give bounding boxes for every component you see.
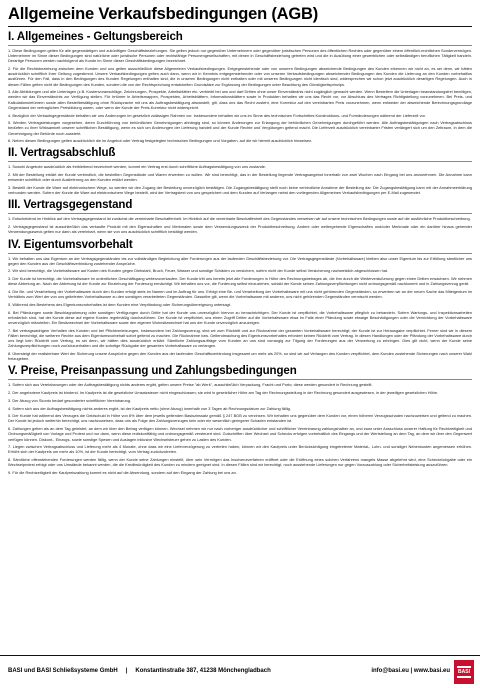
paragraph: 4. Die Be- und Verarbeitung der Vorbehaltsware durch den Kunden erfolgt stets im Namen und im Auftrag für uns. Erfolgt eine Be- und Verarbeitung der Vorbehaltsware mit uns nicht gehörenden Gegenständen, so erwerben wir an der neuen Sache das Miteigentum im Verhältnis zum Wert der von uns gelieferten Vorbehaltsware zu den sonstigen verarbeiteten Gegenständen. Dasselbe gilt, wenn die Vorbehaltsware mit anderen, uns nicht gehörenden Gegenständen vermischt werden.	[8, 289, 472, 300]
section-rule	[8, 379, 472, 380]
section-title: II. Vertragsabschluß	[8, 147, 116, 160]
paragraph: 6. Zahlungen gelten als an dem Tag geleistet, an dem wir über den Betrag verfügen können. Wechsel nehmen wir nur nach vorheriger ausdrücklicher und schriftlicher Vereinbarung zahlungshalber an, und zwar unter Ausschluss unserer Haftung für Rechtzeitigkeit und Ordnungsmäßigkeit von Vorlage und Protest und nur dann, wenn diese rediskontfähig und ordnungsgemäß versteuert sind. Gutschriften über Wechsel und Schecks erfolgen vorbehaltlich des Eingangs und der Wertstellung an dem Tag, an dem wir über den Gegenwert verfügen können. Diskont-, Einzugs- sowie sonstige Spesen und Auslagen inklusive Wechselsteuer gehen zu Lasten des Kunden.	[8, 426, 472, 442]
basi-logo	[454, 660, 474, 684]
paragraph: 7. Bei vertragswidrigem Verhalten des Kunden und bei Pflichtverletzungen, insbesondere bei Zahlungsverzug, sind wir zum Rücktritt und zur Rücknahme der gesamten Vorbehaltsware berechtigt; der Kunde ist zur Herausgabe verpflichtet. Ferner sind wir in diesem Fällen berechtigt, die weiteren Rechte aus dem Eigentumsvorbehalt sofort geltend zu machen. Die Rücknahme bzw. Geltendmachung des Eigentumsvorbehaltes erfordert keinen Rücktritt vom Vertrag. In diesen Handlungen oder der Pfändung der Vorbehaltsware durch uns liegt kein Rücktritt vom Vertrag, es sei denn, wir hätten dies ausdrücklich erklärt. Sämtliche Zahlungsaufträge vom Kunden an uns sind vorrangig zur Tilgung der Forderungen aus der Verwertung zu erbringen. Dies gilt nicht, wenn der Kunde seine Zahlungsverpflichtungen noch zurückzuerhalten und die sofortige Rückgabe der gesamten Vorbehaltsware zu verlangen.	[8, 327, 472, 349]
section-title: IV. Eigentumsvorbehalt	[8, 238, 133, 251]
paragraph: 2. Für die Rechtsbeziehung zwischen dem Kunden und uns gelten ausschließlich diese Allgemeinen Verkaufsbedingungen. Entgegenstehende oder von unseren Bedingungen abweichende Bedingungen des Kunden erkennen wir nicht an, es sei denn, wir hätten ausdrücklich schriftlich ihrer Geltung zugestimmt. Unsere Verkaufsbedingungen gelten auch dann, wenn wir in Kenntnis entgegenstehender oder von unseren Verkaufsbedingungen abweichender Bedingungen des Kunden die Lieferung an den Kunden vorbehaltlos ausführen. Für den Fall, dass in den Bedingungen des Kunden Regelungen enthalten sind, die in unseren Bedingungen nicht enthalten oder mit unseren Bedingungen nicht identisch sind, widersprechen wir schon jetzt ausdrücklich derartigen Regelungen. Auch in diesen Fällen gelten nicht die Bedingungen des Kunden, sondern die von der Rechtsprechung entwickelten Grundsätze zur Ergänzung der Bedingungen unter Beachtung des Günstigkeitsprinzips.	[8, 66, 472, 87]
section	[8, 199, 472, 234]
paragraph: 5. Der Kunde hat während des Verzuges die Geldschuld in Höhe von 8% über dem jeweils geltenden Basiszinssatz gemäß § 247 BGB zu verzinsen. Wir behalten uns gegenüber dem Kunden vor, einen höheren Verzugsschaden nachzuweisen und geltend zu machen. Der Kunde ist jedoch weiterhin berechtigt, uns nachzuweisen, dass uns als Folge des Zahlungsverzuges kein oder ein wesentlich geringerer Schaden entstanden ist.	[8, 413, 472, 424]
paragraph: 9. Für die Rechtzeitigkeit der Kaufpreiszahlung kommt es nicht auf die Absendung, sondern auf den Eingang der Zahlung bei uns an.	[8, 470, 237, 476]
section-title: V. Preise, Preisanpassung und Zahlungsbedingungen	[8, 365, 297, 378]
paragraph: 6. Neben diesen Bedingungen gelten ausdrücklich die im Angebot oder Vertrag festgelegten technischen Bedingungen und Vorgaben, auf die wir hiermit ausdrücklich hinweisen.	[8, 138, 313, 144]
paragraph: 4. Bezüglich der Verkaufsgegenstände behalten wir uns Änderungen im gesetzlich zulässigen Rahmen vor. Insbesondere behalten wir uns im Sinne des technischen Fortschrittes Konstruktions- und Formänderungen während der Lieferzeit vor.	[8, 112, 426, 118]
paragraph: 1. Sowohl Angebote ausdrücklich als freibleibend bezeichnet werden, kommt ein Vertrag erst durch schriftliche Auftragsbestätigung von uns zustande.	[8, 164, 267, 170]
footer	[0, 655, 480, 688]
paragraph: 1. Diese Bedingungen gelten für alle gegenwärtigen und zukünftigen Geschäftsbeziehungen. Sie gelten jedoch nur gegenüber Unternehmern oder gegenüber juristischen Personen des öffentlichen Rechtes oder gegenüber einem öffentlich-rechtlichen Sondervermögen. Unternehmer im Sinne dieser Bedingungen sind natürliche oder juristische Personen oder rechtsfähige Personengesellschaften, mit denen in Geschäftsbeziehung getreten wird und die in Ausübung einer gewerblichen oder selbständigen beruflichen Tätigkeit handeln. Derartige Personen werden nachfolgend als Kunde im Sinne dieser Geschäftsbedingungen bezeichnet.	[8, 48, 472, 64]
paragraph: 1. Entscheidend im Hinblick auf den Vertragsgegenstand ist zunächst die vereinbarte Beschaffenheit. Im Hinblick auf die vereinbarte Beschaffenheit des Gegenstandes verweisen wir auf unsere technischen Bedingungen sowie auf die ausführliche Produktbeschreibung.	[8, 216, 471, 222]
section-rule	[8, 45, 472, 46]
section-title: III. Vertragsgegenstand	[8, 199, 133, 212]
title-rule	[8, 26, 472, 27]
paragraph: 8. Übersteigt der realisierbare Wert der Sicherung unsere Ansprüche gegen den Kunden aus der laufenden Geschäftsverbindung insgesamt um mehr als 20%, so sind wir auf Verlangen des Kunden verpflichtet, dem Kunden zustehende Sicherungen nach unserer Wahl freizugeben.	[8, 351, 472, 362]
section-rule	[8, 253, 472, 254]
logo-bar-bottom	[457, 676, 471, 678]
logo-bar-top	[457, 666, 471, 668]
paragraph: 2. Vertragsgegenstand ist ausschließlich das verkaufte Produkt mit den Eigenschaften und Merkmalen sowie dem Verwendungszweck der Produktbeschreibung. Andere oder weitergehende Eigenschaften und/oder Merkmale oder ein darüber hinaus gehender Verwendungszweck gelten nur dann als vereinbart, wenn sie von uns ausdrücklich schriftlich bestätigt werden.	[8, 224, 472, 235]
paragraph: 3. Bestellt der Kunde die Ware auf elektronischem Wege, so werden wir den Zugang der Bestellung unverzüglich bestätigen. Die Zugangsbestätigung stellt noch keine verbindliche Annahme der Bestellung dar. Die Zugangsbestätigung kann mit der Annahmeerklärung verbunden werden. Sofern der Kunde die Ware auf elektronischem Wege bestellt, wird der Vertragstext von uns gespeichert und dem Kunden auf Verlangen nebst den vorliegenden Allgemeinen Verkaufsbedingungen per E-Mail zugesendet.	[8, 185, 472, 196]
section-rule	[8, 213, 472, 214]
paragraph: 3. Der Kunde ist berechtigt, die Vorbehaltsware im ordentlichen Geschäftsgang weiterzuverkaufen. Der Kunde tritt uns bereits jetzt alle Forderungen in Höhe des Rechnungsbetrages ab, die ihm durch die Weiterveräußerung gegen einen Dritten erwachsen. Wir nehmen diese Abtretung an. Nach der Abtretung ist der Kunde zur Einziehung der Forderung ermächtigt. Wir behalten uns vor, die Forderung selbst einzuziehen, sobald der Kunde seinen Zahlungsverpflichtungen nicht ordnungsgemäß nachkommt und in Zahlungsverzug gerät.	[8, 276, 472, 287]
logo-text: BASI	[458, 669, 470, 675]
footer-company: BASI und BASI Schließsysteme GmbH	[8, 668, 118, 674]
paragraph: 2. Mit der Bestellung erklärt der Kunde verbindlich, die bestellten Gegenstände und Waren erwerben zu wollen. Wir sind berechtigt, das in der Bestellung liegende Vertragsangebot innerhalb von zwei Wochen nach Eingang bei uns anzunehmen. Die Annahme kann entweder schriftlich oder durch Auslieferung an den Kunden erklärt werden.	[8, 172, 472, 183]
paragraph: 3. Alle Abbildungen und alle Unterlagen (z.B. Kostenvoranschläge, Zeichnungen, Prospekte, Arbeitsblätter etc. verbleibt bei uns und darf Dritten ohne unser Einverständnis nicht zugänglich gemacht werden. Wenn Bestellern die Unterlagen beanstandungsfrei benötigen, werden wir das Einverständnis zur Verfügung stellen. Für Irrtümer in Arbeitsmappen, Prospekten, Arbeitsblättern, Informationsblättern sowie in Produkten behalten wir uns das Recht vor, vor Abschluss des Vertrages Richtigstellung vorzunehmen. Bei Preis- und Kalkulationsirrtümern sowie allen Bestellbestätigung ohne Rücksprache mit uns als Auftragsbestätigung abwandelt, gilt, dass uns das Recht zusteht, eine Korrektur auf den vereinbarten Preis vorzunehmen, wenn entweder der abweichende Berechnungsgrundlage Gegenstand der vertraglichen Preisbildung waren, oder wenn der Kunde der Preis-Korrektur nicht widerspricht.	[8, 89, 472, 110]
paragraph: 1. Wir behalten uns das Eigentum an der Vertragsgegenständen bis zur vollständigen Begleichung aller Forderungen aus der laufenden Geschäftsbeziehung vor. Die Vertragsgegenstände (Vorbehaltsware) bleiben also unser Eigentum bis zur Erfüllung sämtlicher uns gegen den Kunden aus der Geschäftsverbindung zustehender Ansprüche.	[8, 255, 472, 266]
paragraph: 4. Sofern sich aus der Auftragsbestätigung nichts anderes ergibt, ist der Kaufpreis netto (ohne Abzug) innerhalb von 3 Tagen ab Rechnungsdatum zur Zahlung fällig.	[8, 405, 291, 411]
section-title: I. Allgemeines - Geltungsbereich	[8, 31, 183, 43]
section	[8, 31, 472, 143]
paragraph: 7. Liegen zwischen Vertragsabschluss und Lieferung mehr als 4 Monate, ohne dass wir eine Lieferverzögerung zu vertreten haben, können wir den Kaufpreis unter Berücksichtigung eingetretener Material-, Lohn- und sonstiger Nebenkosten angemessen erhöhen. Erhöht sich der Kaufpreis um mehr als 10%, ist der Kunde berechtigt, vom Vertrag zurückzutreten.	[8, 444, 472, 455]
paragraph: 6. Bei Pfändungen sowie Beschlagnahmung oder sonstigen Verfügungen durch Dritte hat der Kunde uns unverzüglich hiervon zu benachrichtigen. Der Kunde ist verpflichtet, die Vorbehaltsware pfleglich zu behandeln. Sofern Wartungs- und Inspektionsarbeiten erforderlich sind, hat der Kunde diese auf eigene Kosten regelmäßig durchzuführen. Der Kunde ist verpflichtet, uns einen Zugriff Dritter auf die Vorbehaltsware etwa im Falle einer Pfändung sowie etwaige Beschädigungen oder die Vernichtung der Vorbehaltsware unverzüglich mitzuteilen. Ein Besitzwechsel der Vorbehaltsware sowie den eigenen Wohnsitzwechsel hat uns der Kunde unverzüglich anzuzeigen.	[8, 309, 472, 326]
paragraph: 5. Während des Bestehens des Eigentumsvorbehaltes ist dem Kunden eine Verpfändung oder Sicherungsübereignung untersagt.	[8, 301, 231, 307]
footer-contact[interactable]: info@basi.eu | www.basi.eu	[371, 668, 450, 674]
section	[8, 365, 472, 475]
section-rule	[8, 161, 472, 162]
paragraph: 2. Wir sind berechtigt, die Vorbehaltsware auf Kosten des Kunden gegen Diebstahl, Bruch, Feuer, Wasser und sonstige Schäden zu versichern, sofern nicht der Kunde selbst Versicherung nachweislich abgeschlossen hat.	[8, 268, 389, 274]
document-title: Allgemeine Verkaufsbedingungen (AGB)	[8, 5, 319, 23]
section	[8, 239, 472, 362]
paragraph: 5. Werden Vertragsleistungen vorgesehen, deren Durchführung von behördlichen Genehmigungen abhängig sind, so können Änderungen zur Erlangung der behördlichen Genehmigungen durchgeführt werden. Alle Auftragsbestätigungen nach Vertragsabschluss bedürfen zu ihrer Wirksamkeit unserer schriftlichen Bestätigung, wenn es sich um Änderungen der Lieferung handelt und der Kunde Rechte und Vergütungen geltend macht. Die Lieferzeit ausdrücklich vereinbarter Fristen verlängert sich um den Zeitraum, in dem die Genehmigung der Behörde noch aussteht.	[8, 120, 472, 136]
footer-address: Konstantinstraße 387, 41238 Mönchengladbach	[135, 668, 271, 674]
paragraph: 8. Sämtliche offenstehenden Forderungen werden fällig, wenn der Kunde seine Zahlungen einstellt, über sein Vermögen das Insolvenzverfahren eröffnet oder die Eröffnung eines solchen Verfahrens mangels Masse abgelehnt wird, eine Scheckrückgabe oder ein Wechselprotest erfolgt oder uns Umstände bekannt werden, die die Kreditwürdigkeit des Kunden zu mindern geeignet sind. In diesen Fällen sind wir berechtigt, noch ausstehende Lieferungen nur gegen Vorauszahlung oder Sicherheitsleistung auszuführen.	[8, 457, 472, 468]
footer-text	[8, 668, 408, 674]
paragraph: 3. Der Abzug von Skonto bedarf gesonderter schriftlicher Vereinbarung.	[8, 397, 132, 403]
paragraph: 2. Der angebotene Kaufpreis ist bindend. Im Kaufpreis ist die gesetzliche Umsatzsteuer nicht eingeschlossen; sie wird in gesetzlicher Höhe am Tag der Rechnungsstellung in der Rechnung gesondert ausgewiesen, in der jeweiligen gesetzlichen Höhe.	[8, 390, 439, 396]
paragraph: 1. Sofern sich aus Vereinbarungen oder der Auftragsbestätigung nichts anderes ergibt, gelten unsere Preise "ab Werk", ausschließlich Verpackung, Fracht und Porto; diese werden gesondert in Rechnung gestellt.	[8, 382, 373, 388]
section	[8, 147, 472, 195]
footer-separator: |	[125, 668, 128, 674]
sections-container	[8, 31, 472, 475]
